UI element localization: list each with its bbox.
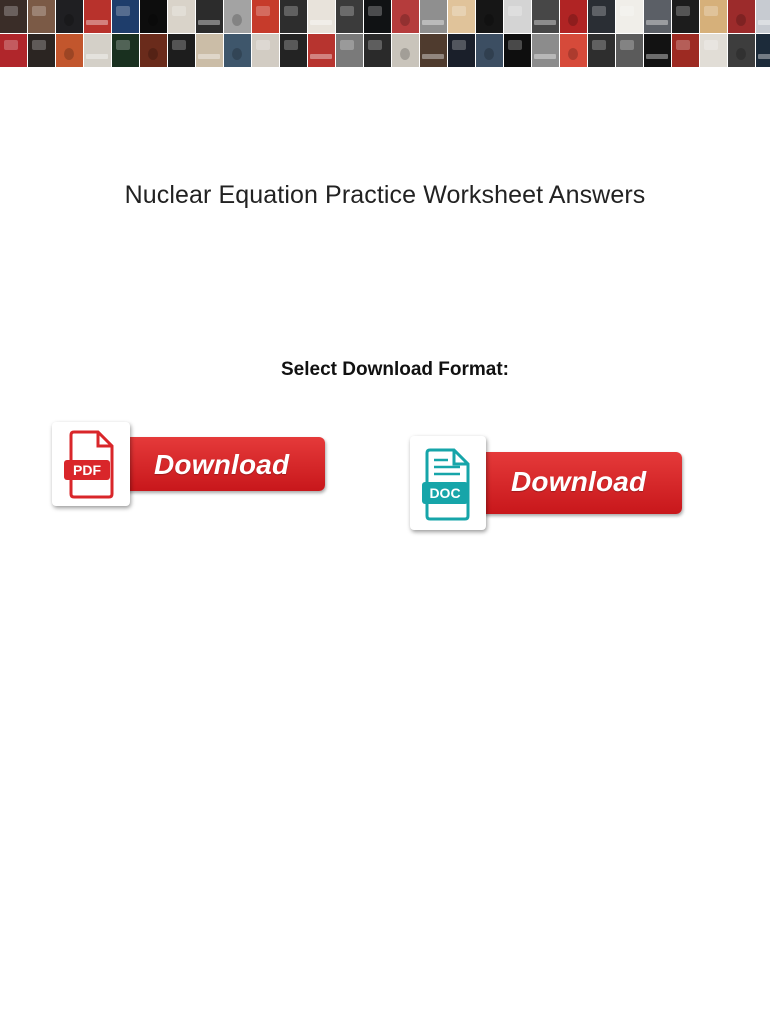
doc-badge-text: DOC [429,485,461,501]
banner-tile [280,0,307,33]
banner-tile [140,34,167,67]
banner-tile [140,0,167,33]
banner-tile [224,0,251,33]
banner-tile [112,34,139,67]
banner-tile [364,34,391,67]
download-format-label: Select Download Format: [280,359,510,380]
banner-tile [644,34,671,67]
banner-tile [476,0,503,33]
page-title: Nuclear Equation Practice Worksheet Answers [124,181,646,209]
banner-tile [224,34,251,67]
banner-tile [448,34,475,67]
banner-row-top [0,0,770,34]
banner-tile [420,0,447,33]
banner-tile [672,34,699,67]
banner-tile [672,0,699,33]
banner-tile [196,34,223,67]
banner-tile [252,0,279,33]
banner-tile [616,34,643,67]
banner-tile [84,0,111,33]
banner-tile [588,34,615,67]
banner-row-bottom [0,34,770,68]
banner-tile [28,34,55,67]
banner-tile [168,0,195,33]
banner-tile [308,0,335,33]
banner-tile [84,34,111,67]
banner-tile [756,0,770,33]
banner-tile [28,0,55,33]
banner-tile [112,0,139,33]
pdf-download-label: Download [154,449,290,480]
banner-tile [476,34,503,67]
banner-tile [0,34,27,67]
banner-tile [728,0,755,33]
banner-tile [644,0,671,33]
banner-tile [56,34,83,67]
banner-tile [560,0,587,33]
banner-tile [560,34,587,67]
banner-tile [756,34,770,67]
banner-tile [336,0,363,33]
banner-tile [280,34,307,67]
banner-tile [168,34,195,67]
banner-tile [392,0,419,33]
banner-tile [532,34,559,67]
banner-tile [56,0,83,33]
banner-tile [252,34,279,67]
banner-tile [616,0,643,33]
banner-tile [336,34,363,67]
banner-tile [308,34,335,67]
doc-download-button[interactable] [410,436,686,532]
pdf-badge-text: PDF [73,462,101,478]
pdf-file-icon [52,422,130,506]
banner-tile [728,34,755,67]
doc-download-label: Download [511,466,647,497]
pdf-download-button[interactable] [52,422,328,510]
doc-file-icon [410,436,486,530]
banner-tile [448,0,475,33]
banner-tile [504,34,531,67]
banner-tile [504,0,531,33]
cover-art-banner [0,0,770,68]
banner-tile [700,0,727,33]
banner-tile [196,0,223,33]
banner-tile [420,34,447,67]
banner-tile [392,34,419,67]
banner-tile [364,0,391,33]
banner-tile [588,0,615,33]
banner-tile [700,34,727,67]
banner-tile [532,0,559,33]
banner-tile [0,0,27,33]
